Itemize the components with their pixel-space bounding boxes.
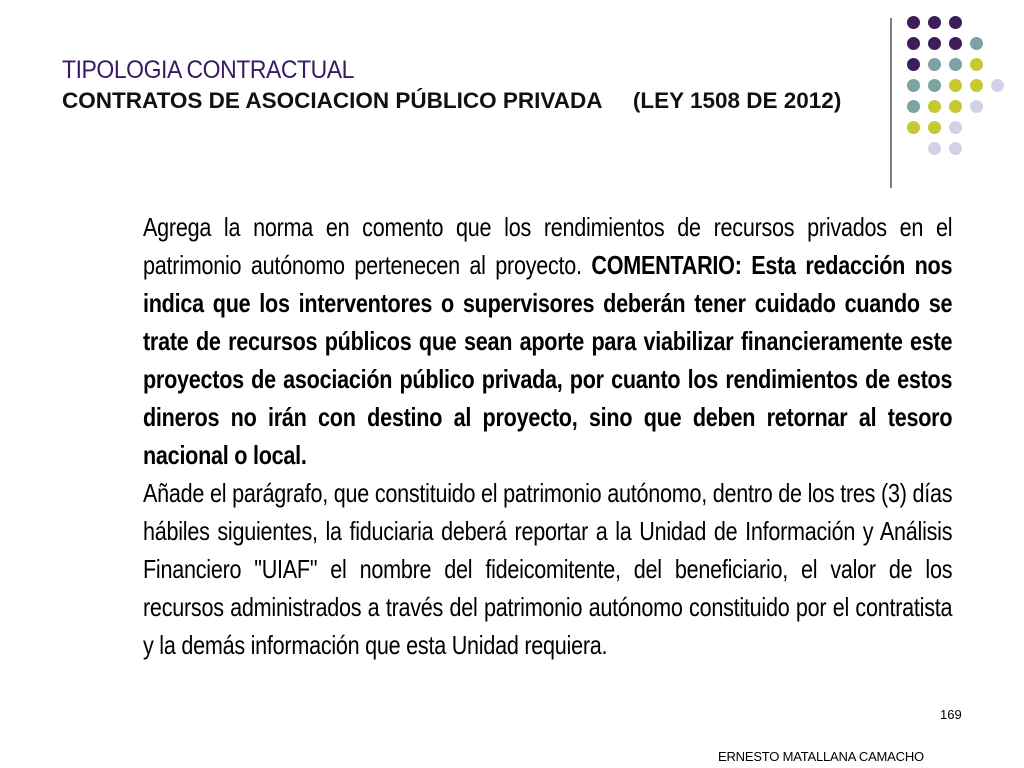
- decorative-dot: [970, 37, 983, 50]
- decorative-dot: [928, 58, 941, 71]
- decorative-dot: [949, 79, 962, 92]
- body-paragraph: [143, 208, 952, 474]
- decorative-dot: [907, 37, 920, 50]
- decorative-dot: [907, 100, 920, 113]
- decorative-dot: [949, 58, 962, 71]
- decorative-dot: [928, 79, 941, 92]
- decorative-dot: [949, 37, 962, 50]
- decorative-dot: [949, 100, 962, 113]
- page-number: 169: [940, 707, 962, 722]
- decorative-dot: [949, 142, 962, 155]
- decorative-dot: [928, 37, 941, 50]
- slide-title: CONTRATOS DE ASOCIACION PÚBLICO PRIVADA (LEY 1508 DE 2012): [62, 88, 842, 113]
- decorative-dot: [907, 58, 920, 71]
- decorative-dot: [949, 121, 962, 134]
- decorative-dot: [991, 79, 1004, 92]
- decorative-dot: [907, 121, 920, 134]
- decorative-dot: [928, 121, 941, 134]
- decorative-dot: [970, 100, 983, 113]
- slide-body: [143, 208, 953, 664]
- slide-subtitle: TIPOLOGIA CONTRACTUAL: [62, 56, 354, 84]
- decorative-dot: [907, 79, 920, 92]
- decorative-dot: [928, 100, 941, 113]
- decorative-dot: [907, 16, 920, 29]
- decorative-dot-grid: [907, 16, 1017, 166]
- decorative-dot: [970, 79, 983, 92]
- title-block: [62, 56, 862, 117]
- header-divider: [890, 18, 892, 188]
- decorative-dot: [928, 142, 941, 155]
- decorative-dot: [970, 58, 983, 71]
- body-paragraph-uiaf: Añade el parágrafo, que constituido el patrimonio autónomo, dentro de los tres (3) días hábiles siguientes, la fiduciaria deberá reportar a la Unidad de Información y Análisis Financiero "UIAF" el nombre del fideicomitente, del beneficiario, el valor de los recursos administrados a través del patrimonio autónomo constituido por el contratista y la demás información que esta Unidad requiera.: [143, 478, 953, 660]
- paragraph-rendimientos: Agrega la norma en comento que los rendimientos de recursos privados en el patrimonio autónomo pertenecen al proyecto.: [143, 212, 953, 280]
- comment-paragraph: COMENTARIO: Esta redacción nos indica que los interventores o supervisores deberán tener cuidado cuando se trate de recursos públicos que sean aporte para viabilizar financieramente este proyectos de asociación público privada, por cuanto los rendimientos de estos dineros no irán con destino al proyecto, sino que deben retornar al tesoro nacional o local.: [143, 250, 953, 470]
- decorative-dot: [949, 16, 962, 29]
- footer-author: ERNESTO MATALLANA CAMACHO: [718, 749, 924, 764]
- decorative-dot: [928, 16, 941, 29]
